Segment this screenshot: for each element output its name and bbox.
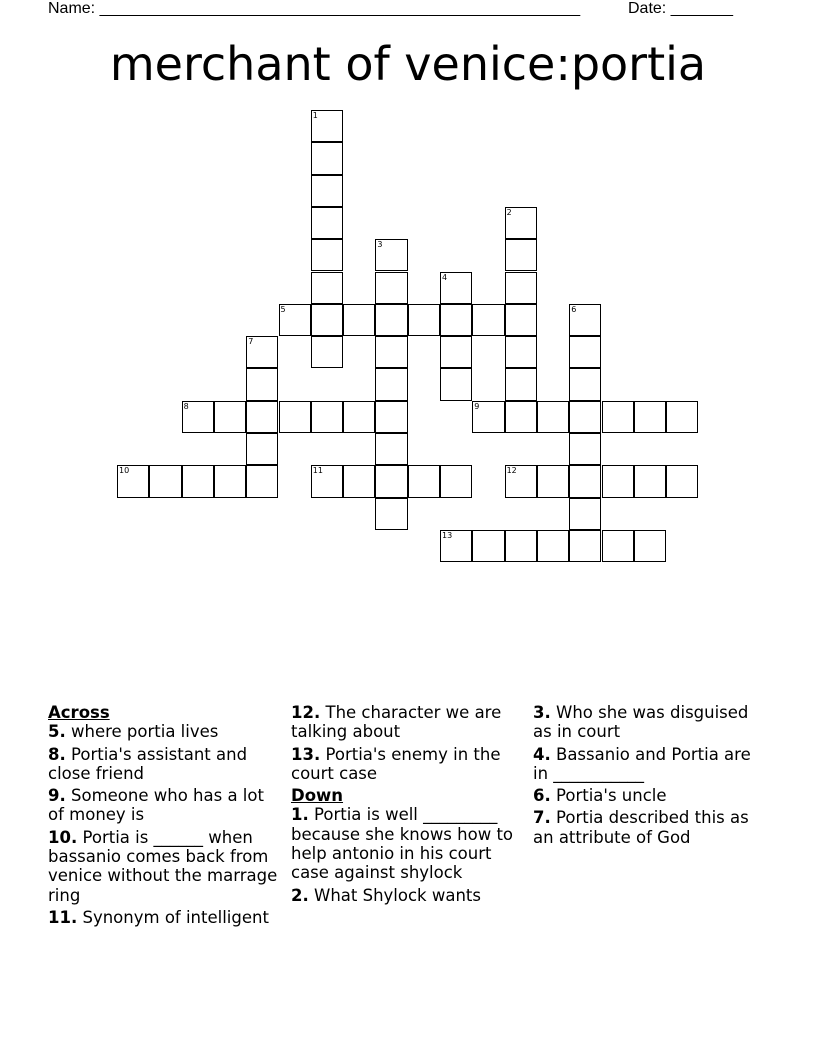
- clue-number: 12.: [291, 703, 321, 722]
- grid-cell[interactable]: [408, 465, 440, 497]
- across-clue: [48, 786, 284, 825]
- grid-cell[interactable]: [440, 368, 472, 400]
- cell-number: 5: [280, 304, 286, 314]
- grid-cell[interactable]: [569, 336, 601, 368]
- clue-number: 4.: [533, 744, 551, 764]
- grid-cell[interactable]: [375, 465, 407, 497]
- grid-cell[interactable]: [375, 272, 407, 304]
- clue-text: Synonym of intelligent: [82, 907, 269, 927]
- grid-cell[interactable]: [182, 401, 214, 433]
- across-clue: [48, 722, 284, 741]
- clue-number: 10.: [48, 827, 78, 847]
- grid-cell[interactable]: [279, 304, 311, 336]
- across-clue: [48, 745, 284, 784]
- grid-cell[interactable]: [537, 401, 569, 433]
- cell-number: 13: [442, 530, 453, 540]
- clue-text: Who she was disguised as in court: [533, 703, 749, 742]
- grid-cell[interactable]: [666, 465, 698, 497]
- grid-cell[interactable]: [505, 272, 537, 304]
- grid-cell[interactable]: [311, 336, 343, 368]
- cell-number: 4: [442, 272, 448, 282]
- grid-cell[interactable]: [537, 530, 569, 562]
- clue-text: Bassanio and Portia are in ___________: [533, 744, 751, 783]
- grid-cell[interactable]: [246, 433, 278, 465]
- grid-cell[interactable]: [569, 530, 601, 562]
- grid-cell[interactable]: [569, 304, 601, 336]
- grid-cell[interactable]: [569, 368, 601, 400]
- grid-cell[interactable]: [246, 368, 278, 400]
- clue-column-1: [48, 703, 284, 930]
- cell-number: 12: [506, 466, 517, 476]
- name-field-label: Name: ______________________________________________________: [48, 0, 581, 17]
- grid-cell[interactable]: [375, 433, 407, 465]
- across-heading: Across: [48, 703, 110, 722]
- grid-cell[interactable]: [634, 401, 666, 433]
- grid-cell[interactable]: [440, 530, 472, 562]
- down-clue: [533, 786, 763, 805]
- grid-cell[interactable]: [343, 304, 375, 336]
- clue-text: Portia's enemy in the court case: [291, 744, 501, 783]
- clue-text: Portia is ______ when bassanio comes back from venice without the marrage ring: [48, 827, 278, 905]
- grid-cell[interactable]: [279, 401, 311, 433]
- grid-cell[interactable]: [634, 465, 666, 497]
- date-field-label: Date: _______: [628, 0, 733, 17]
- grid-cell[interactable]: [505, 465, 537, 497]
- clue-number: 8.: [48, 744, 66, 764]
- across-clue: [48, 828, 284, 905]
- cell-number: 7: [248, 337, 254, 347]
- clue-number: 1.: [291, 805, 309, 825]
- grid-cell[interactable]: [472, 401, 504, 433]
- clue-column-2: [291, 703, 527, 908]
- grid-cell[interactable]: [505, 304, 537, 336]
- grid-cell[interactable]: [311, 142, 343, 174]
- grid-cell[interactable]: [440, 336, 472, 368]
- down-clue: [291, 805, 527, 882]
- clue-number: 6.: [533, 786, 551, 806]
- grid-cell[interactable]: [311, 239, 343, 271]
- cell-number: 3: [377, 240, 383, 250]
- grid-cell[interactable]: [569, 465, 601, 497]
- across-clue: [291, 745, 527, 784]
- clue-number: 13.: [291, 744, 321, 764]
- puzzle-title: merchant of venice:portia: [109, 37, 707, 91]
- clue-number: 3.: [533, 703, 551, 722]
- grid-cell[interactable]: [311, 401, 343, 433]
- grid-cell[interactable]: [343, 465, 375, 497]
- grid-cell[interactable]: [311, 304, 343, 336]
- grid-cell[interactable]: [472, 304, 504, 336]
- grid-cell[interactable]: [505, 368, 537, 400]
- cell-number: 10: [119, 466, 130, 476]
- grid-cell[interactable]: [440, 465, 472, 497]
- clue-text: Portia described this as an attribute of God: [533, 808, 749, 847]
- grid-cell[interactable]: [375, 304, 407, 336]
- grid-cell[interactable]: [343, 401, 375, 433]
- grid-cell[interactable]: [602, 465, 634, 497]
- clue-number: 2.: [291, 885, 309, 905]
- down-clue: [291, 886, 527, 905]
- across-clue: [48, 908, 284, 927]
- grid-cell[interactable]: [666, 401, 698, 433]
- grid-cell[interactable]: [311, 175, 343, 207]
- clue-text: where portia lives: [71, 722, 219, 742]
- grid-cell[interactable]: [375, 368, 407, 400]
- grid-cell[interactable]: [505, 530, 537, 562]
- clue-text: Someone who has a lot of money is: [48, 786, 264, 825]
- cell-number: 6: [571, 304, 577, 314]
- clue-text: Portia is well _________ because she knows how to help antonio in his court case against shylock: [291, 805, 514, 883]
- grid-cell[interactable]: [311, 110, 343, 142]
- cell-number: 1: [312, 111, 318, 120]
- grid-cell[interactable]: [311, 272, 343, 304]
- clue-text: Portia's assistant and close friend: [48, 744, 248, 783]
- down-heading: Down: [291, 786, 344, 806]
- grid-cell[interactable]: [246, 336, 278, 368]
- down-clue: [533, 808, 763, 847]
- grid-cell[interactable]: [408, 304, 440, 336]
- grid-cell[interactable]: [505, 207, 537, 239]
- grid-cell[interactable]: [569, 401, 601, 433]
- grid-cell[interactable]: [375, 401, 407, 433]
- grid-cell[interactable]: [117, 465, 149, 497]
- clue-number: 9.: [48, 786, 66, 806]
- grid-cell[interactable]: [440, 272, 472, 304]
- clue-text: What Shylock wants: [314, 885, 481, 905]
- grid-cell[interactable]: [311, 465, 343, 497]
- grid-cell[interactable]: [505, 239, 537, 271]
- down-clue: [533, 745, 763, 784]
- grid-cell[interactable]: [182, 465, 214, 497]
- cell-number: 11: [312, 466, 323, 476]
- grid-cell[interactable]: [440, 304, 472, 336]
- cell-number: 9: [474, 401, 480, 411]
- grid-cell[interactable]: [569, 433, 601, 465]
- down-clue: [533, 703, 763, 742]
- grid-cell[interactable]: [375, 239, 407, 271]
- clue-number: 5.: [48, 722, 66, 742]
- clue-text: The character we are talking about: [291, 703, 502, 742]
- grid-cell[interactable]: [569, 498, 601, 530]
- grid-cell[interactable]: [602, 401, 634, 433]
- grid-cell[interactable]: [537, 465, 569, 497]
- cell-number: 2: [506, 207, 512, 217]
- clue-number: 7.: [533, 808, 551, 828]
- across-clue: [291, 703, 527, 742]
- clue-number: 11.: [48, 907, 78, 927]
- grid-cell[interactable]: [505, 336, 537, 368]
- grid-cell[interactable]: [214, 465, 246, 497]
- grid-cell[interactable]: [505, 401, 537, 433]
- grid-cell[interactable]: [602, 530, 634, 562]
- grid-cell[interactable]: [214, 401, 246, 433]
- grid-cell[interactable]: [246, 465, 278, 497]
- grid-cell[interactable]: [375, 498, 407, 530]
- clue-column-3: [533, 703, 763, 850]
- cell-number: 8: [183, 401, 189, 411]
- grid-cell[interactable]: [149, 465, 181, 497]
- clue-text: Portia's uncle: [556, 786, 667, 806]
- grid-cell[interactable]: [634, 530, 666, 562]
- grid-cell[interactable]: [472, 530, 504, 562]
- grid-cell[interactable]: [375, 336, 407, 368]
- grid-cell[interactable]: [246, 401, 278, 433]
- grid-cell[interactable]: [311, 207, 343, 239]
